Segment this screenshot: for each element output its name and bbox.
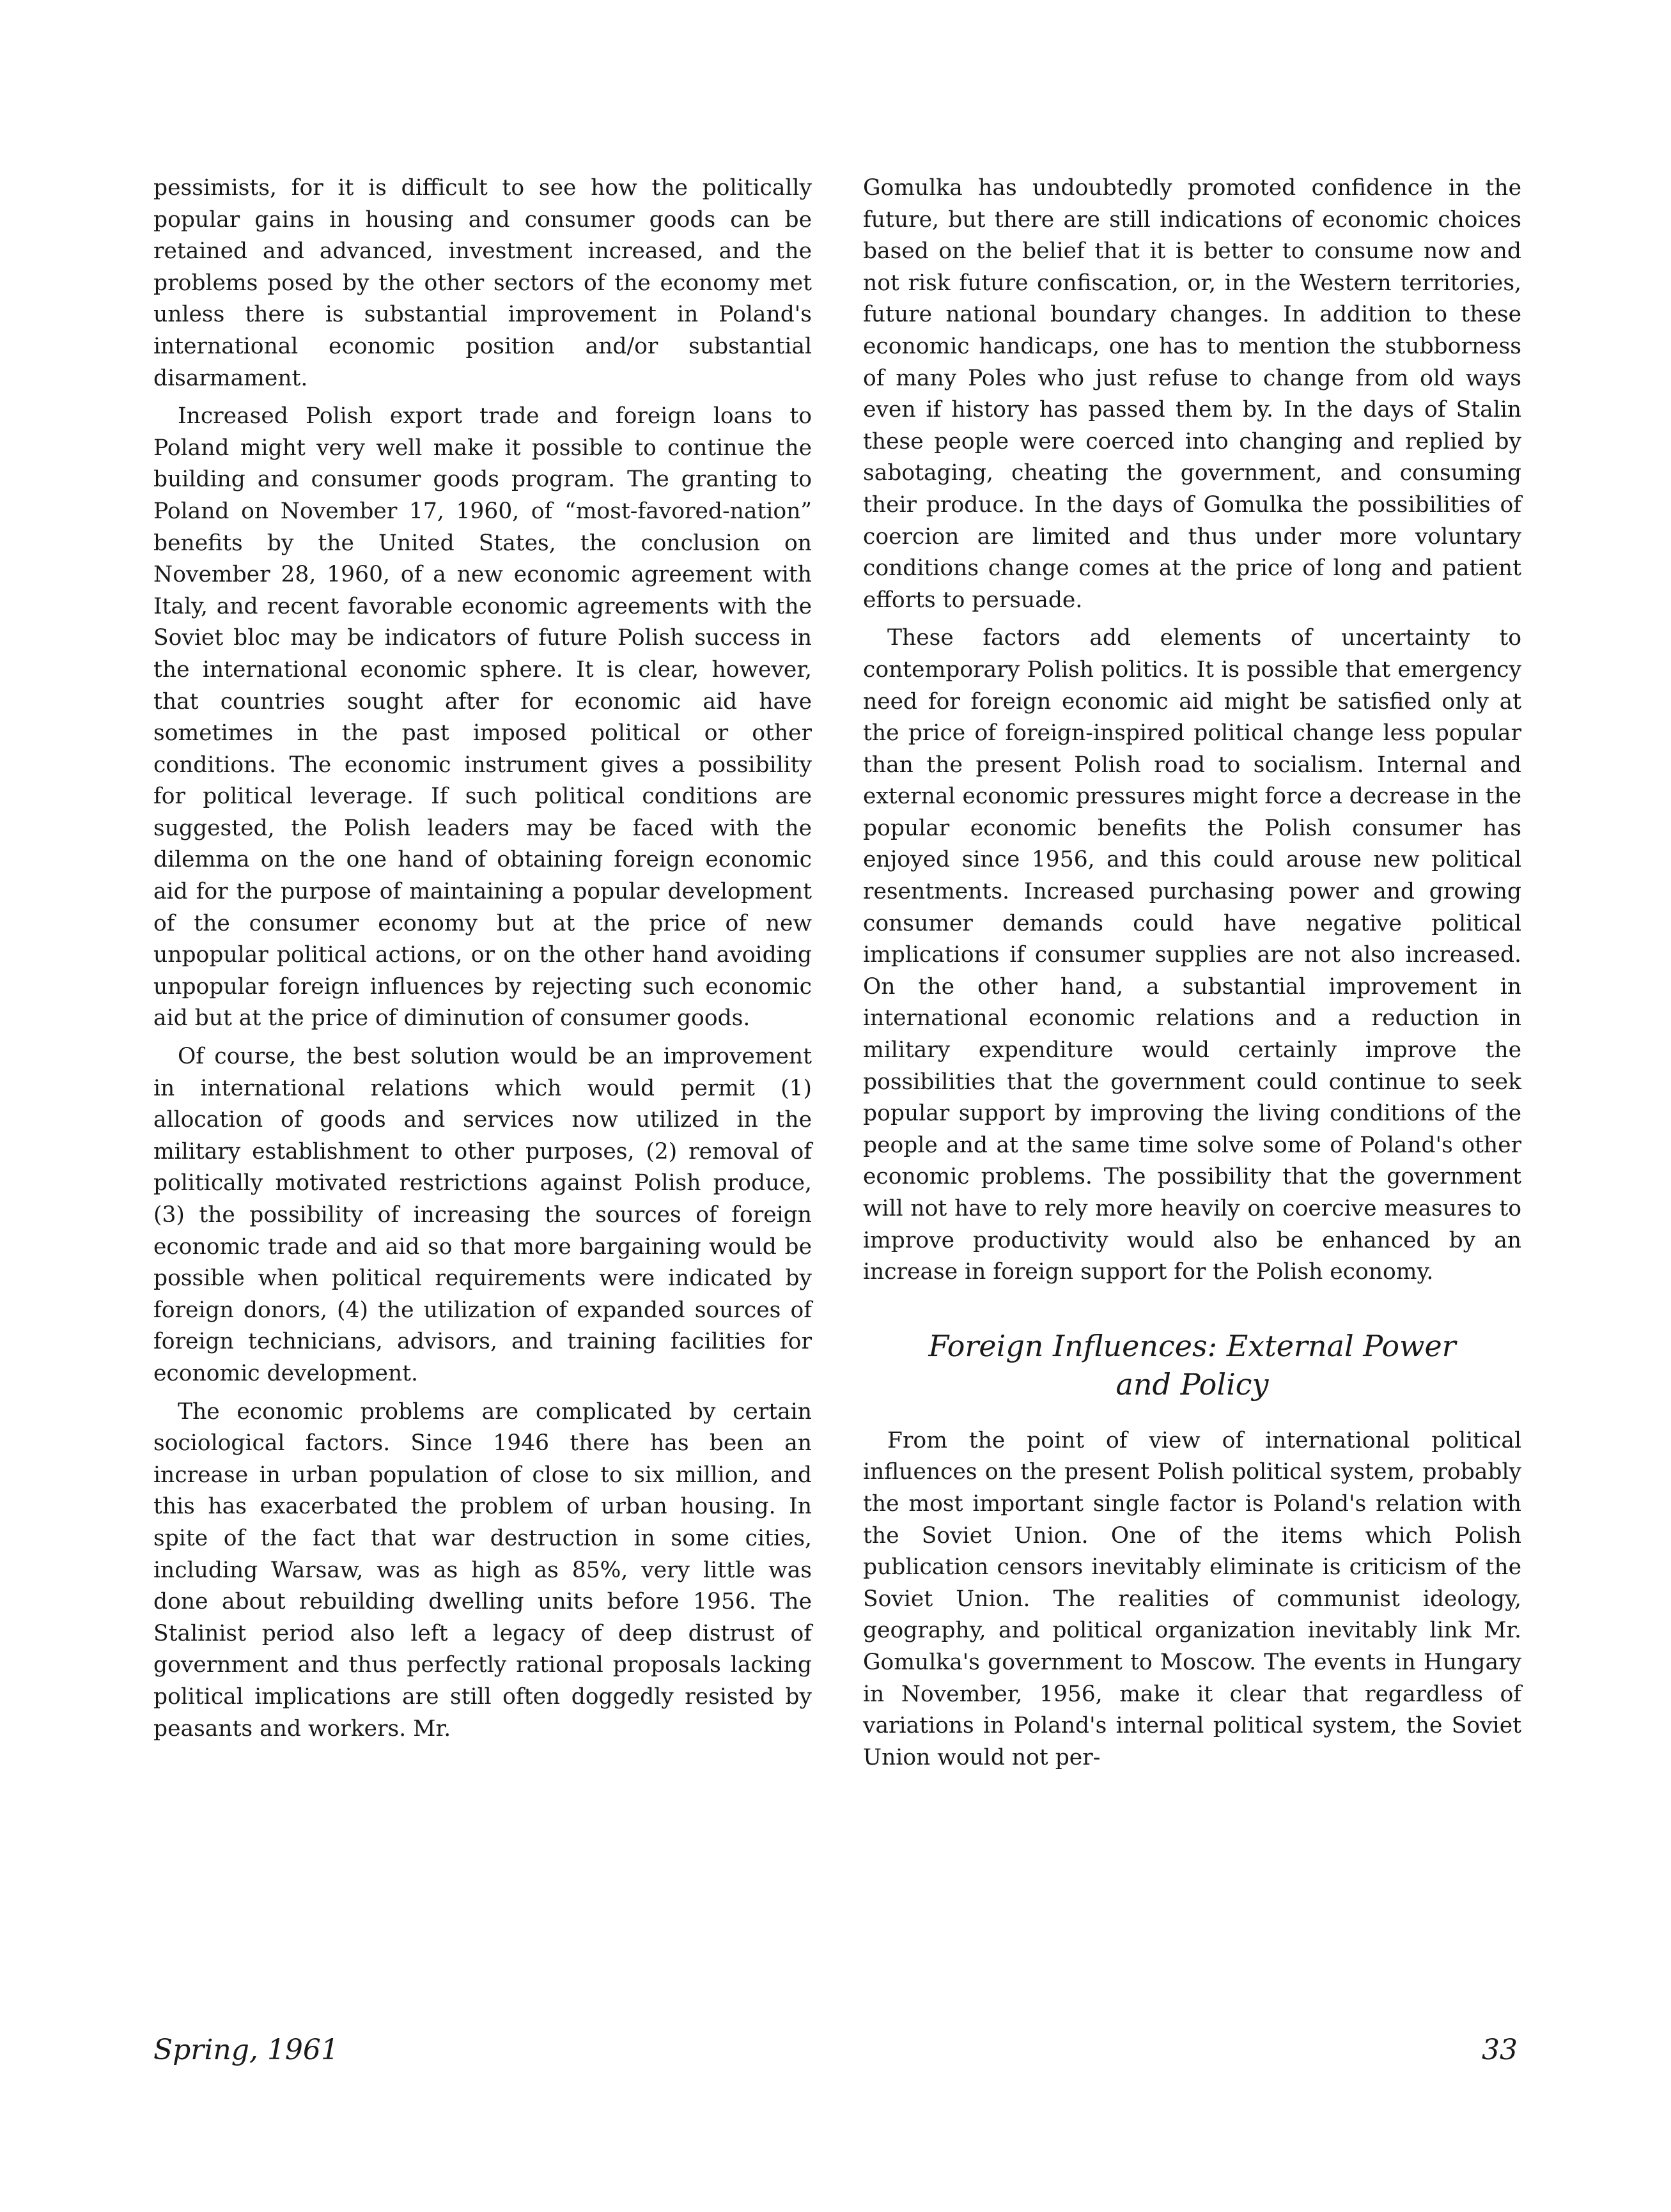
page-number: 33 [1482, 2034, 1518, 2066]
section-heading [863, 1327, 1521, 1404]
section-heading-line-1: Foreign Influences: External Power [928, 1328, 1456, 1363]
left-paragraph-3: Of course, the best solution would be an improvement in international relations which would permit (1) allocation of goods and services now utilized in the military establishment to other purposes, (2) removal of politically motivated restrictions against Polish produce, (3) the possibility of increasing the sources of foreign economic trade and aid so that more bargaining would be possible when political requirements were indicated by foreign donors, (4) the utilization of expanded sources of foreign technicians, advisors, and training facilities for economic development. [153, 1044, 812, 1386]
issue-footer: Spring, 1961 [153, 2034, 339, 2066]
right-paragraph-2: These factors add elements of uncertainty to contemporary Polish politics. It is possible that emergency need for foreign economic aid might be satisfied only at the price of foreign-inspired political change less popular than the present Polish road to socialism. Internal and external economic pressures might force a decrease in the popular economic benefits the Polish consumer has enjoyed since 1956, and this could arouse new political resentments. Increased purchasing power and growing consumer demands could have negative political implications if consumer supplies are not also increased. On the other hand, a substantial improvement in international economic relations and a reduction in military expenditure would certainly improve the possibilities that the government could continue to seek popular support by improving the living conditions of the people and at the same time solve some of Poland's other economic problems. The possibility that the government will not have to rely more heavily on coercive measures to improve productivity would also be enhanced by an increase in foreign support for the Polish economy. [863, 625, 1521, 1285]
left-paragraph-2: Increased Polish export trade and foreign loans to Poland might very well make it possible to continue the building and consumer goods program. The granting to Poland on November 17, 1960, of “most-favored-nation” benefits by the United States, the conclusion on November 28, 1960, of a new economic agreement with Italy, and recent favorable economic agreements with the Soviet bloc may be indicators of future Polish success in the international economic sphere. It is clear, however, that countries sought after for economic aid have sometimes in the past imposed political or other conditions. The economic instrument gives a possibility for political leverage. If such political conditions are suggested, the Polish leaders may be faced with the dilemma on the one hand of obtaining foreign economic aid for the purpose of maintaining a popular development of the consumer economy but at the price of new unpopular political actions, or on the other hand avoiding unpopular foreign influences by rejecting such economic aid but at the price of diminution of consumer goods. [153, 403, 812, 1032]
section-heading-line-2: and Policy [1115, 1366, 1269, 1402]
right-column [863, 173, 1521, 1780]
right-paragraph-1: Gomulka has undoubtedly promoted confidence in the future, but there are still indications of economic choices based on the belief that it is better to consume now and not risk future confiscation, or, in the Western territories, future national boundary changes. In addition to these economic handicaps, one has to mention the stubborness of many Poles who just refuse to change from old ways even if history has passed them by. In the days of Stalin these people were coerced into changing and replied by sabotaging, cheating the government, and consuming their produce. In the days of Gomulka the possibilities of coercion are limited and thus under more voluntary conditions change comes at the price of long and patient efforts to persuade. [863, 175, 1521, 613]
right-paragraph-3: From the point of view of international political influences on the present Polish political system, probably the most important single factor is Poland's relation with the Soviet Union. One of the items which Polish publication censors inevitably eliminate is criticism of the Soviet Union. The realities of communist ideology, geography, and political organization inevitably link Mr. Gomulka's government to Moscow. The events in Hungary in November, 1956, make it clear that regardless of variations in Poland's internal political system, the Soviet Union would not per- [863, 1427, 1521, 1770]
left-column [153, 173, 812, 1751]
left-paragraph-4: The economic problems are complicated by certain sociological factors. Since 1946 there has been an increase in urban population of close to six million, and this has exacerbated the problem of urban housing. In spite of the fact that war destruction in some cities, including Warsaw, was as high as 85%, very little was done about rebuilding dwelling units before 1956. The Stalinist period also left a legacy of deep distrust of government and thus perfectly rational proposals lacking political implications are still often doggedly resisted by peasants and workers. Mr. [153, 1398, 812, 1742]
left-paragraph-1: pessimists, for it is difficult to see how the politically popular gains in housing and consumer goods can be retained and advanced, investment increased, and the problems posed by the other sectors of the economy met unless there is substantial improvement in Poland's international economic position and/or substantial disarmament. [153, 175, 812, 391]
